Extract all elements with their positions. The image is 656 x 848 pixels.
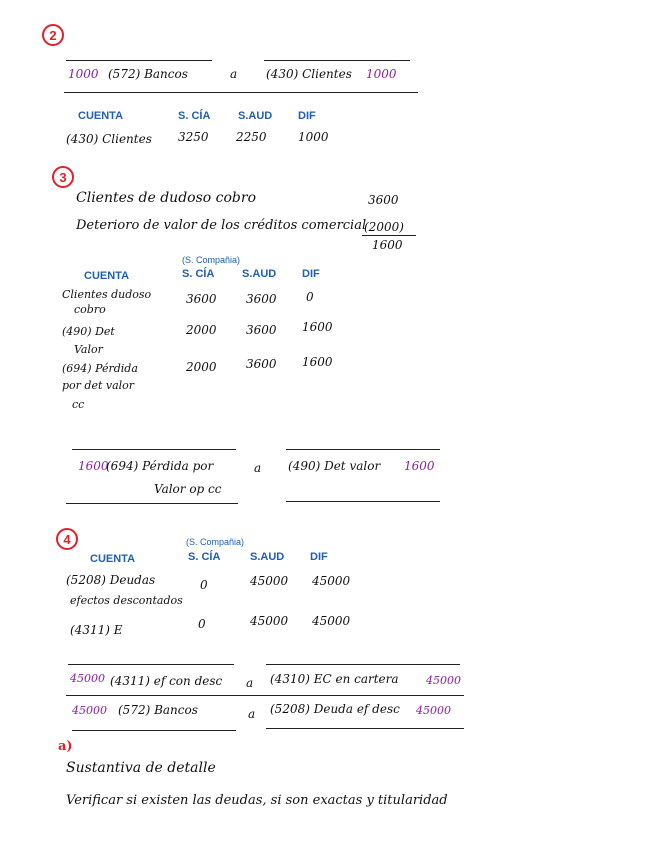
s2-header-cuenta: CUENTA [78, 110, 124, 122]
s2-row-dif: 1000 [298, 130, 329, 144]
s2-credit-amount: 1000 [366, 67, 397, 81]
s3-row3-dif: 1600 [302, 355, 333, 369]
s3-row1-cuenta-2: cobro [74, 303, 106, 316]
s3-total: 1600 [372, 238, 403, 252]
s2-header-saud: S.AUD [238, 110, 273, 122]
s4-entry-bottom-left [72, 730, 236, 731]
s2-debit-account: (572) Bancos [108, 67, 188, 81]
s4-entry1-credit-amount: 45000 [426, 674, 461, 687]
s4-entry2-connector: a [248, 707, 256, 721]
s4-header-dif: DIF [310, 551, 328, 563]
s3-line-2-amount: (2000) [364, 220, 404, 234]
s4-row1-saud: 45000 [250, 574, 289, 588]
s3-header-saud: S.AUD [242, 268, 277, 280]
s4-row1-cuenta-1: (5208) Deudas [66, 573, 156, 587]
s3-row3-saud: 3600 [246, 357, 277, 371]
s3-header-dif: DIF [302, 268, 320, 280]
s3-entry-bottom-right [286, 501, 440, 502]
s4-header-saud: S.AUD [250, 551, 285, 563]
s2-top-line-right [264, 60, 410, 61]
s3-entry-top-left [72, 449, 236, 450]
s2-debit-amount: 1000 [68, 67, 99, 81]
section-3-number: 3 [52, 166, 74, 188]
s4-entry1-debit-account: (4311) ef con desc [110, 674, 223, 688]
s3-entry-connector: a [254, 461, 262, 475]
s3-note: (S. Compañia) [182, 255, 241, 265]
s2-bottom-line [64, 92, 418, 93]
section-a-marker: a) [58, 739, 73, 754]
s4-entry2-credit-amount: 45000 [416, 704, 451, 717]
s3-entry-credit-amount: 1600 [404, 459, 435, 473]
s2-row-saud: 2250 [236, 130, 267, 144]
s3-row2-cuenta-2: Valor [74, 343, 103, 356]
s4-row2-saud: 45000 [250, 614, 289, 628]
s3-row3-scia: 2000 [186, 360, 217, 374]
s3-entry-credit-account: (490) Det valor [288, 459, 381, 473]
s3-line-1-label: Clientes de dudoso cobro [76, 190, 256, 206]
s4-row1-dif: 45000 [312, 574, 351, 588]
section-2-number: 2 [42, 24, 64, 46]
s4-entry-top-right [266, 664, 460, 665]
s3-row2-saud: 3600 [246, 323, 277, 337]
s4-entry1-connector: a [246, 676, 254, 690]
section-4-number: 4 [56, 528, 78, 550]
s3-row1-scia: 3600 [186, 292, 217, 306]
s3-entry-debit-account-1: (694) Pérdida por [106, 459, 214, 473]
s4-note: (S. Compañia) [186, 537, 245, 547]
s4-entry2-credit-account: (5208) Deuda ef desc [270, 702, 400, 716]
s2-top-line-left [66, 60, 212, 61]
s3-line-2-label: Deterioro de valor de los créditos comercial [76, 218, 367, 233]
s4-row2-dif: 45000 [312, 614, 351, 628]
s4-entry-mid-line [66, 695, 464, 696]
s3-total-line [362, 235, 416, 236]
s3-line-1-amount: 3600 [368, 193, 399, 207]
s3-row1-saud: 3600 [246, 292, 277, 306]
s3-row3-cuenta-3: cc [72, 398, 85, 411]
s4-entry1-credit-account: (4310) EC en cartera [270, 672, 399, 686]
section-a-title: Sustantiva de detalle [66, 760, 216, 776]
s3-entry-debit-amount: 1600 [78, 459, 109, 473]
s4-row2-cuenta: (4311) E [70, 623, 123, 637]
s3-row2-dif: 1600 [302, 320, 333, 334]
s3-row3-cuenta-2: por det valor [62, 379, 135, 392]
s3-row1-cuenta-1: Clientes dudoso [62, 288, 152, 301]
s3-row1-dif: 0 [306, 290, 314, 304]
s3-row2-scia: 2000 [186, 323, 217, 337]
s2-connector: a [230, 67, 238, 81]
s4-row1-cuenta-2: efectos descontados [70, 594, 183, 607]
s4-header-scia: S. CÍA [188, 551, 221, 563]
s2-credit-account: (430) Clientes [266, 67, 352, 81]
s4-entry2-debit-amount: 45000 [72, 704, 107, 717]
s3-entry-top-right [286, 449, 440, 450]
s2-header-dif: DIF [298, 110, 316, 122]
s3-entry-bottom-left [66, 503, 238, 504]
s3-header-scia: S. CÍA [182, 268, 215, 280]
s2-header-scia: S. CÍA [178, 110, 211, 122]
s4-entry-bottom-right [266, 728, 464, 729]
s3-row3-cuenta-1: (694) Pérdida [62, 362, 138, 375]
s4-header-cuenta: CUENTA [90, 553, 136, 565]
s4-row1-scia: 0 [200, 578, 208, 592]
s4-entry2-debit-account: (572) Bancos [118, 703, 198, 717]
s2-row-scia: 3250 [178, 130, 209, 144]
s4-entry1-debit-amount: 45000 [70, 672, 105, 685]
s3-entry-debit-account-2: Valor op cc [154, 482, 222, 496]
s4-entry-top-left [68, 664, 234, 665]
s3-header-cuenta: CUENTA [84, 270, 130, 282]
s4-row2-scia: 0 [198, 617, 206, 631]
section-a-text: Verificar si existen las deudas, si son exactas y titularidad [66, 793, 448, 808]
s2-row-cuenta: (430) Clientes [66, 132, 152, 146]
s3-row2-cuenta-1: (490) Det [62, 325, 115, 338]
